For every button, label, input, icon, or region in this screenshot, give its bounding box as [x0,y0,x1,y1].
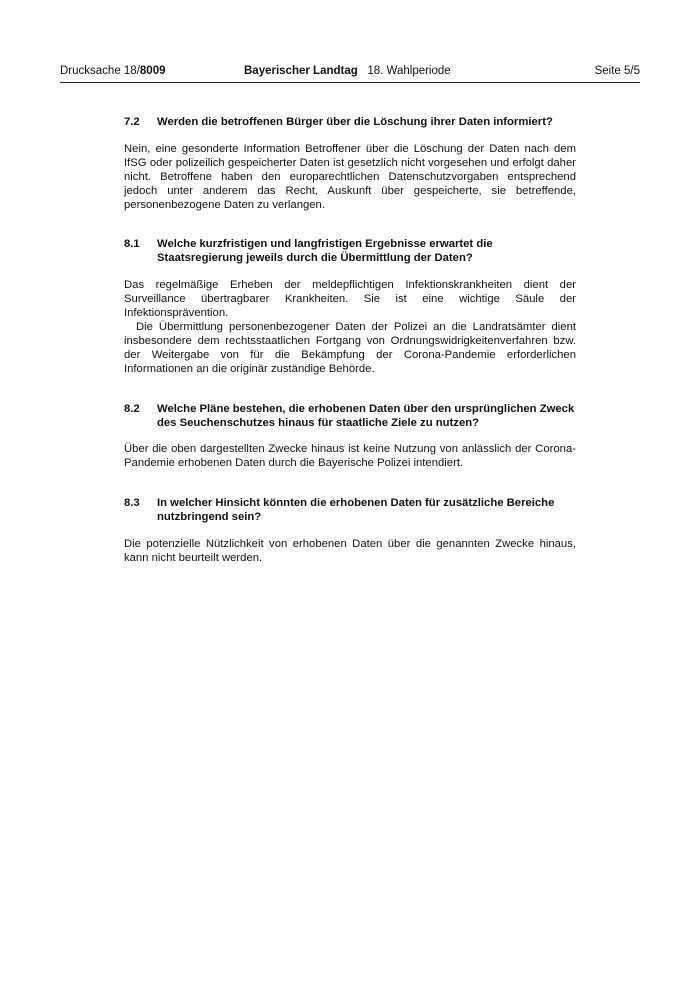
header-rule [60,82,640,83]
page-header [60,64,640,82]
question-number: 8.1 [124,238,140,251]
answer-paragraph: Über die oben dargestellten Zwecke hinaus ist keine Nutzung von anlässlich der Corona-Pandemie erhobenen Daten durch die Bayerische Polizei intendiert. [124,443,576,470]
question-text: In welcher Hinsicht könnten die erhobenen Daten für zusätzliche Bereiche nutzbringend sein? [157,497,555,524]
answer [124,538,576,566]
answer-paragraph: Das regelmäßige Erheben der meldepflichtigen Infektionskrankheiten dient der Surveillance übertragbarer Krankheiten. Sie ist eine wichtige Säule der Infektionsprävention. [124,279,576,320]
document-body [124,116,576,566]
section-8-1 [124,238,576,376]
question [124,238,576,266]
drucksache-prefix: Drucksache 18/ [60,65,140,77]
answer [124,143,576,213]
answer [124,279,576,376]
answer-paragraph: Die potenzielle Nützlichkeit von erhobenen Daten über die genannten Zwecke hinaus, kann nicht beurteilt werden. [124,538,576,564]
landtag-label [244,64,451,78]
question-text: Welche kurzfristigen und langfristigen Ergebnisse erwartet die Staatsregierung jeweils durch die Übermittlung der Daten? [157,238,493,265]
answer [124,443,576,471]
question-number: 8.2 [124,402,140,415]
wahlperiode: 18. Wahlperiode [367,65,451,77]
answer-paragraph: Die Übermittlung personenbezogener Daten der Polizei an die Landratsämter dient insbesondere dem rechtsstaatlichen Fortgang von Ordnungswidrigkeitenverfahren bzw. der Weitergabe von für die Bekämpfung der Corona-Pandemie erforderlichen Informationen an die originär zuständige Behörde. [124,320,576,375]
question-text: Welche Pläne bestehen, die erhobenen Daten über den ursprünglichen Zweck des Seuchenschutzes hinaus für staatliche Ziele zu nutzen? [157,402,575,429]
drucksache-number: 8009 [139,65,166,77]
drucksache-label [60,64,166,78]
answer-paragraph: Nein, eine gesonderte Information Betroffener über die Löschung der Daten nach dem IfSG oder polizeilich gespeicherter Daten ist gesetzlich nicht vorgesehen und erfolgt daher nicht. Betroffene haben den europarechtlichen Datenschutzvorgaben entsprechend jedoch unter anderem das Recht, Auskunft über gespeicherte, sie betreffende, personenbezogene Daten zu verlangen. [124,142,576,211]
section-7-2 [124,116,576,212]
page-number: Seite 5/5 [594,65,640,77]
question [124,497,576,525]
question-text: Werden die betroffenen Bürger über die Löschung ihrer Daten informiert? [157,116,553,128]
question-number: 8.3 [124,497,140,510]
question [124,116,576,130]
landtag-name: Bayerischer Landtag [244,65,358,77]
question-number: 7.2 [124,116,140,128]
section-8-3 [124,497,576,566]
section-8-2 [124,403,576,472]
question [124,403,576,431]
